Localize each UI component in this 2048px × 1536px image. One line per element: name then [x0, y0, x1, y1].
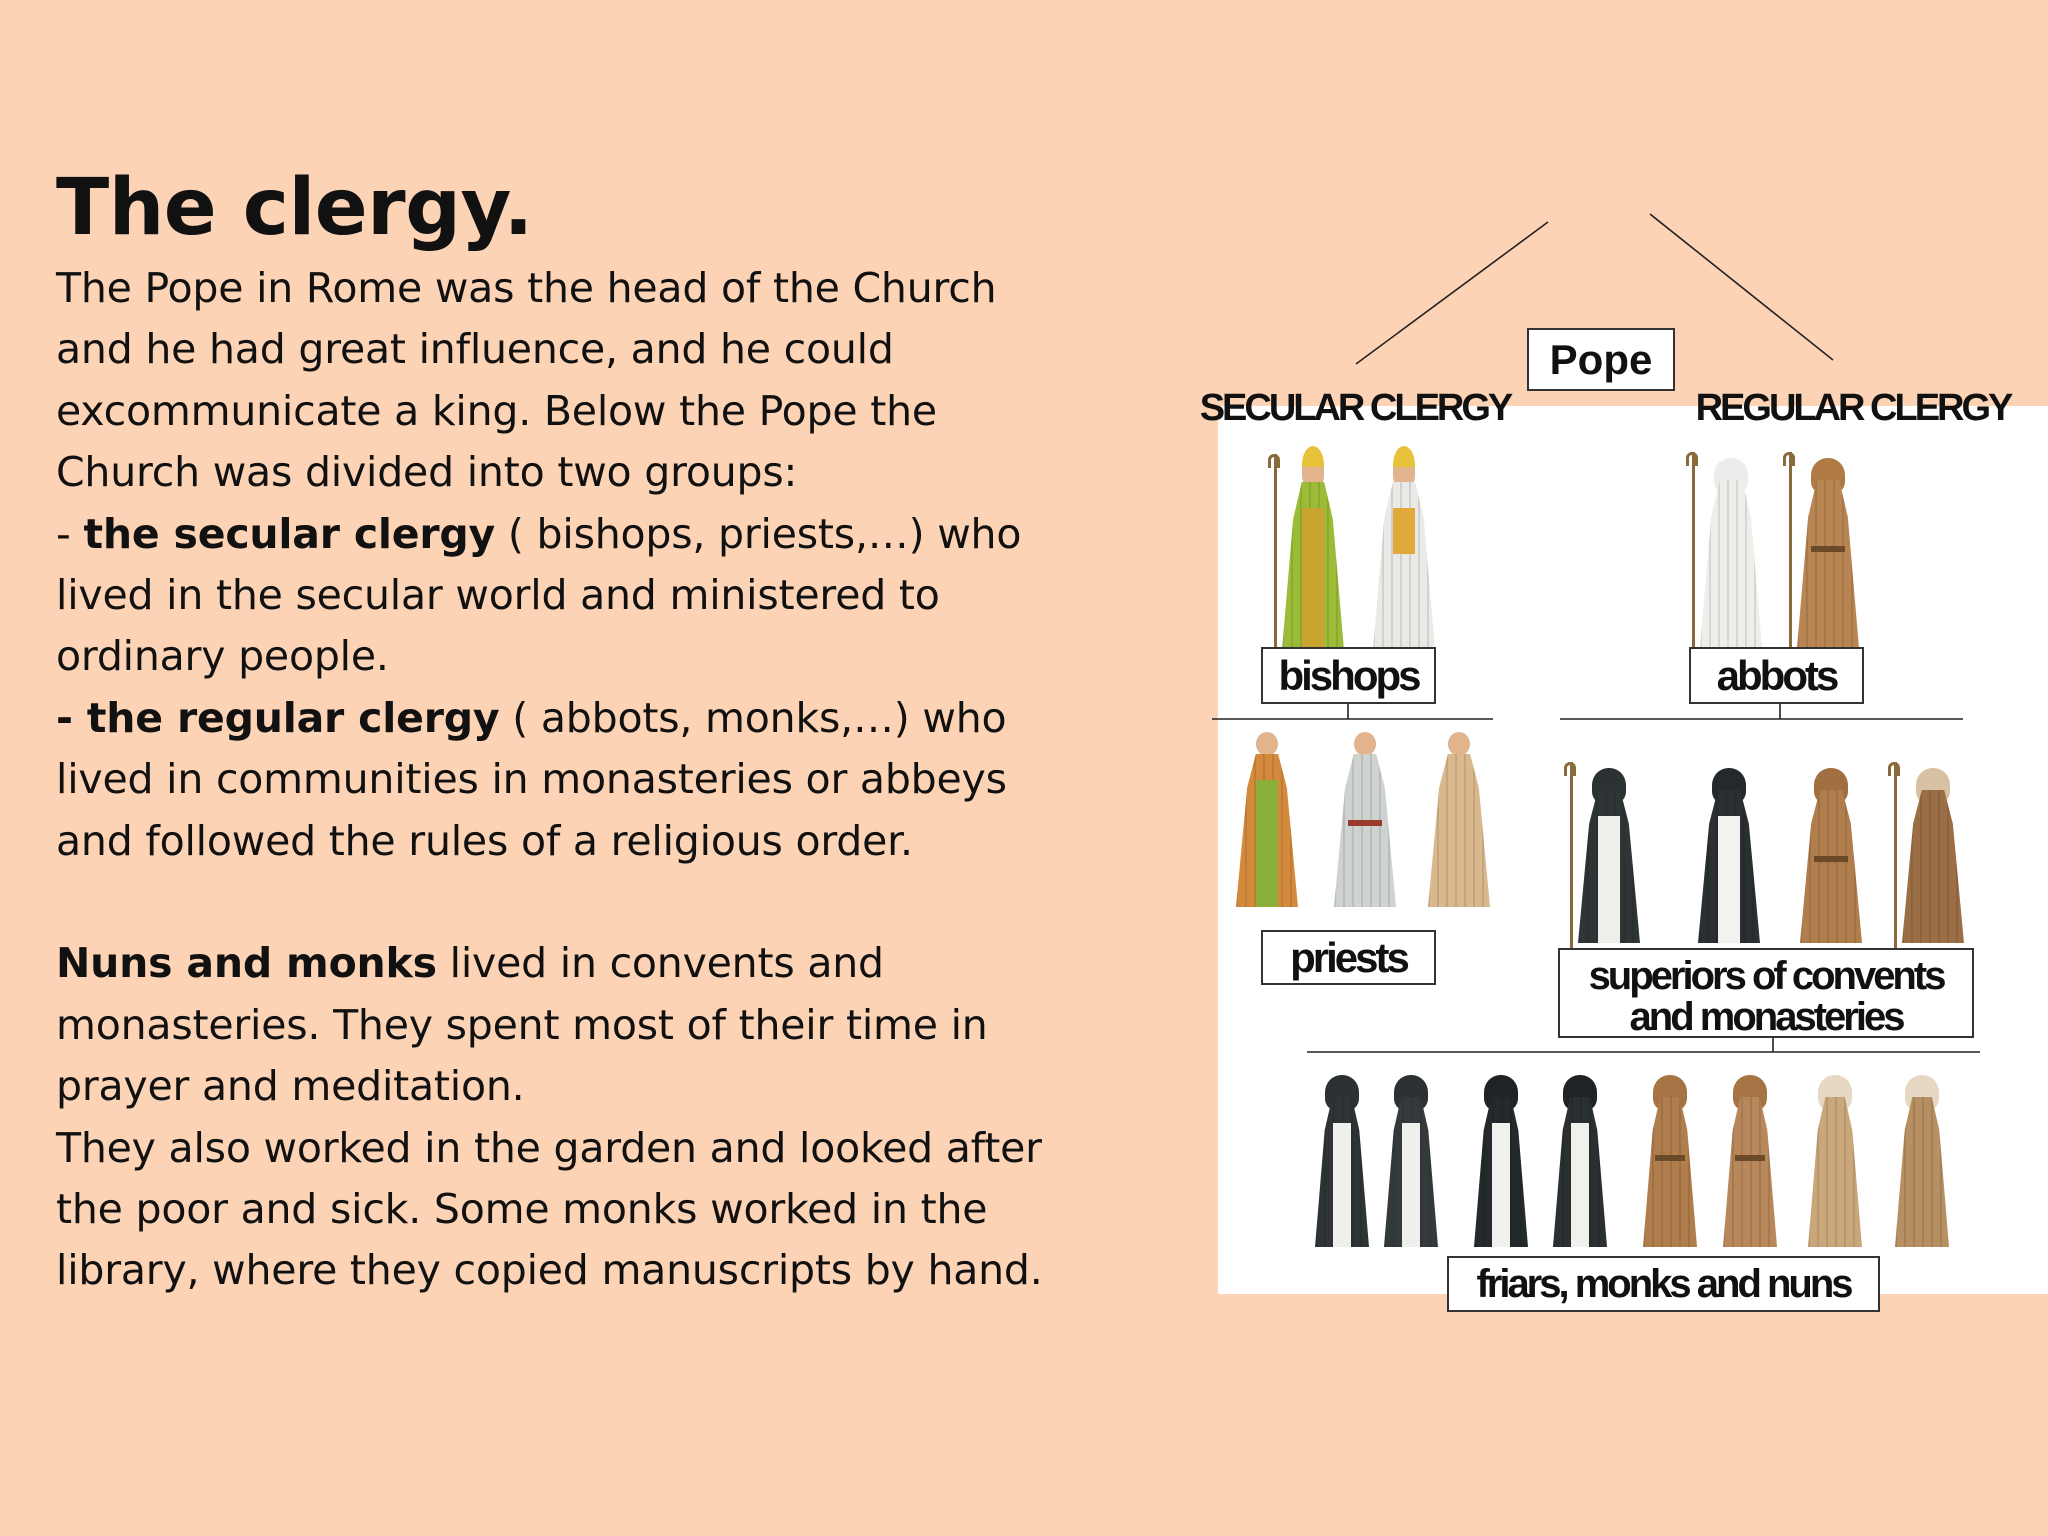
superior-robe [1800, 790, 1862, 943]
nun-figure [1553, 1075, 1607, 1247]
nun-figure [1474, 1075, 1528, 1247]
crozier-icon [1692, 452, 1695, 648]
monk-figure [1643, 1075, 1697, 1247]
mitre-icon [1302, 446, 1324, 484]
friar-habit [1333, 1123, 1351, 1247]
bishop-stole [1302, 508, 1323, 650]
friar-figure [1384, 1075, 1438, 1247]
crozier-icon [1789, 452, 1792, 648]
nun-robe [1895, 1097, 1949, 1247]
regular-clergy-description: ( abbots, monks,…) who lived in communities in monasteries or abbeys and followed the rules of a religious order. [56, 693, 1007, 865]
superior-habit [1598, 816, 1619, 943]
nuns-monks-paragraph [56, 933, 1066, 1117]
intro-paragraph: The Pope in Rome was the head of the Church and he had great influence, and he could excommunicate a king. Below the Pope the Church was divided into two groups: [56, 264, 997, 497]
secular-clergy-paragraph [56, 504, 1066, 688]
mitre-icon [1393, 446, 1415, 484]
priest-figure [1334, 732, 1396, 907]
nuns-monks-description: lived in convents and monasteries. They spent most of their time in prayer and meditation. [56, 939, 988, 1111]
body-text [56, 258, 1066, 1302]
nun-robe [1808, 1097, 1862, 1247]
superior-figure [1800, 768, 1862, 943]
superior-robe [1902, 790, 1964, 943]
priest-stole [1256, 780, 1277, 907]
secular-clergy-term: the secular clergy [83, 509, 496, 558]
nun-figure [1808, 1075, 1862, 1247]
priest-figure [1428, 732, 1490, 907]
bishops-box: bishops [1261, 647, 1436, 704]
monk-figure [1723, 1075, 1777, 1247]
nun-habit [1571, 1123, 1589, 1247]
text-column [56, 158, 1066, 1302]
secular-prefix: - [56, 509, 84, 558]
head-icon [1448, 732, 1470, 756]
bishop-figure [1373, 460, 1435, 650]
cord-belt [1735, 1155, 1765, 1161]
secular-clergy-header: SECULAR CLERGY [1199, 387, 1511, 429]
nun-habit [1492, 1123, 1510, 1247]
abbot-robe [1700, 480, 1762, 648]
superior-habit [1718, 816, 1739, 943]
monk-robe [1643, 1097, 1697, 1247]
monk-robe [1723, 1097, 1777, 1247]
work-paragraph: They also worked in the garden and looked after the poor and sick. Some monks worked in the library, where they copied manuscripts by hand. [56, 1123, 1043, 1295]
pope-to-secular-line [1356, 222, 1548, 364]
crozier-icon [1570, 762, 1573, 958]
regular-clergy-header: REGULAR CLERGY [1695, 387, 2011, 429]
cord-belt [1655, 1155, 1685, 1161]
head-icon [1256, 732, 1278, 756]
priest-robe [1334, 754, 1396, 907]
priest-figure [1236, 732, 1298, 907]
friar-habit [1402, 1123, 1420, 1247]
cord-belt [1814, 856, 1849, 862]
superior-figure [1578, 768, 1640, 943]
superior-figure [1902, 768, 1964, 943]
cord-belt [1811, 546, 1846, 552]
sash [1348, 820, 1383, 826]
abbot-robe [1797, 480, 1859, 648]
priests-box: priests [1261, 930, 1436, 985]
abbots-box: abbots [1689, 647, 1864, 704]
pope-box: Pope [1527, 328, 1675, 391]
superior-figure [1698, 768, 1760, 943]
abbot-figure [1797, 458, 1859, 648]
priest-robe [1428, 754, 1490, 907]
paragraph-gap [56, 872, 1066, 933]
crozier-icon [1274, 454, 1277, 650]
nun-figure [1895, 1075, 1949, 1247]
friar-figure [1315, 1075, 1369, 1247]
regular-clergy-term: - the regular clergy [56, 693, 500, 742]
pope-to-regular-line [1650, 214, 1833, 360]
bishop-figure [1282, 460, 1344, 650]
nuns-monks-term: Nuns and monks [56, 939, 437, 988]
abbot-figure [1700, 458, 1762, 648]
friars-monks-nuns-box: friars, monks and nuns [1447, 1256, 1880, 1312]
crozier-icon [1894, 762, 1897, 958]
head-icon [1354, 732, 1376, 756]
superiors-box: superiors of convents and monasteries [1558, 948, 1974, 1038]
secular-clergy-description: ( bishops, priests,…) who lived in the secular world and ministered to ordinary people. [56, 509, 1022, 681]
slide-title: The clergy. [56, 163, 533, 253]
bishop-cape [1393, 508, 1414, 554]
regular-clergy-paragraph [56, 688, 1066, 872]
